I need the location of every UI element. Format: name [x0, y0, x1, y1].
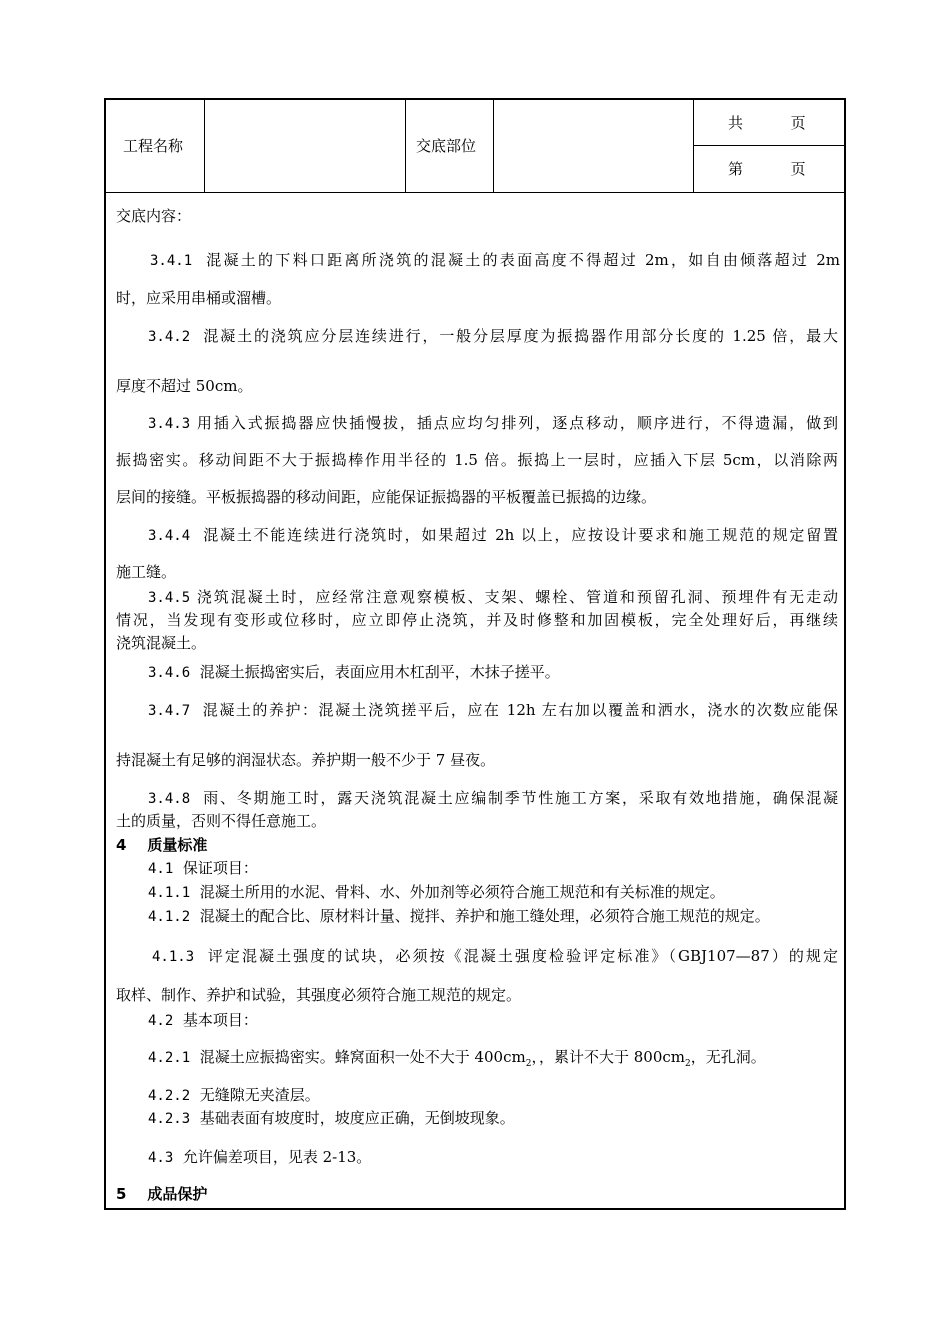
paragraph-line: 浇筑混凝土。	[116, 634, 207, 652]
header-table	[106, 100, 844, 193]
header-divider	[693, 100, 694, 192]
total-pages: 共 页	[728, 114, 806, 132]
paragraph-line: 4.1.3 评定混凝土强度的试块，必须按《混凝土强度检验评定标准》（GBJ107—87）的规定	[152, 947, 838, 965]
paragraph-line: 4.2.3 基础表面有坡度时，坡度应正确，无倒坡现象。	[148, 1109, 515, 1127]
paragraph-line: 3.4.3 用插入式振捣器应快插慢拔，插点应均匀排列，逐点移动，顺序进行，不得遗漏，做到	[148, 414, 838, 432]
paragraph-line: 4.3 允许偏差项目，见表 2-13。	[148, 1148, 372, 1166]
paragraph-line: 3.4.5 浇筑混凝土时，应经常注意观察模板、支架、螺栓、管道和预留孔洞、预埋件有无走动	[148, 588, 838, 606]
paragraph-line: 4.2 基本项目：	[148, 1011, 258, 1029]
header-divider	[493, 100, 494, 192]
content-label: 交底内容：	[116, 207, 192, 225]
paragraph-line: 持混凝土有足够的润湿状态。养护期一般不少于 7 昼夜。	[116, 751, 496, 769]
paragraph-line: 层间的接缝。平板振捣器的移动间距，应能保证振捣器的平板覆盖已振捣的边缘。	[116, 488, 657, 506]
paragraph-line: 4.2.1 混凝土应振捣密实。蜂窝面积一处不大于 $400cm_2$，，累计不大于 $800cm_2$，无孔洞。	[148, 1048, 766, 1069]
header-divider	[204, 100, 205, 192]
paragraph-line: 3.4.7 混凝土的养护：混凝土浇筑搓平后，应在 12h 左右加以覆盖和洒水，浇水的次数应能保	[148, 701, 838, 719]
paragraph-line: 3.4.8 雨、冬期施工时，露天浇筑混凝土应编制季节性施工方案，采取有效地措施，确保混凝	[148, 789, 838, 807]
page-number: 第 页	[728, 160, 806, 178]
paragraph-line: 取样、制作、养护和试验，其强度必须符合施工规范的规定。	[116, 986, 522, 1004]
paragraph-line: 3.4.6 混凝土振捣密实后，表面应用木杠刮平，木抹子搓平。	[148, 663, 560, 681]
paragraph-line: 施工缝。	[116, 563, 177, 581]
paragraph-line: 3.4.2 混凝土的浇筑应分层连续进行，一般分层厚度为振捣器作用部分长度的 1.25 倍，最大	[148, 327, 838, 345]
section-heading: 5 成品保护	[116, 1185, 208, 1203]
header-divider	[693, 145, 844, 146]
paragraph-line: 3.4.1 混凝土的下料口距离所浇筑的混凝土的表面高度不得超过 2m，如自由倾落超过 2m	[150, 251, 840, 269]
paragraph-line: 4.1.2 混凝土的配合比、原材料计量、搅拌、养护和施工缝处理，必须符合施工规范的规定。	[148, 907, 770, 925]
section-heading: 4 质量标准	[116, 836, 208, 854]
handover-part-label: 交底部位	[416, 137, 477, 155]
paragraph-line: 4.1.1 混凝土所用的水泥、骨料、水、外加剂等必须符合施工规范和有关标准的规定。	[148, 883, 725, 901]
paragraph-line: 4.2.2 无缝隙无夹渣层。	[148, 1086, 320, 1104]
paragraph-line: 厚度不超过 50cm。	[116, 377, 253, 395]
header-divider	[405, 100, 406, 192]
project-name-label: 工程名称	[123, 137, 184, 155]
paragraph-line: 振捣密实。移动间距不大于振捣棒作用半径的 1.5 倍。振捣上一层时，应插入下层 5cm，以消除两	[116, 451, 838, 469]
form-frame	[104, 98, 846, 1210]
paragraph-line: 4.1 保证项目：	[148, 859, 258, 877]
paragraph-line: 时，应采用串桶或溜槽。	[116, 289, 282, 307]
paragraph-line: 情况，当发现有变形或位移时，应立即停止浇筑，并及时修整和加固模板，完全处理好后，再继续	[116, 611, 838, 629]
paragraph-line: 3.4.4 混凝土不能连续进行浇筑时，如果超过 2h 以上，应按设计要求和施工规范的规定留置	[148, 526, 838, 544]
paragraph-line: 土的质量，否则不得任意施工。	[116, 812, 327, 830]
